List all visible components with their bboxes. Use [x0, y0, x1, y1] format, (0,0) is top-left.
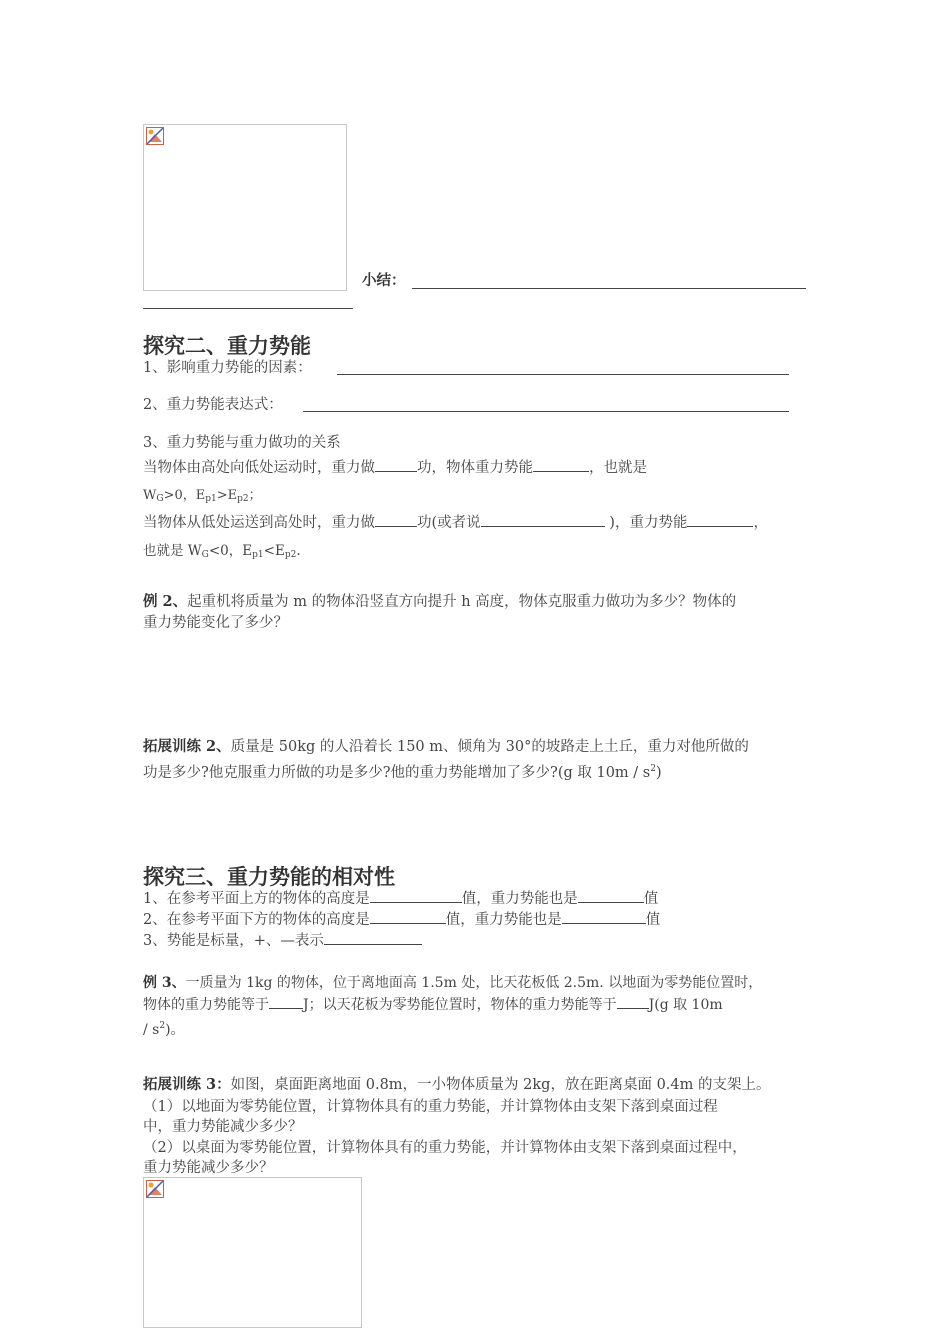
section2-title: 探究二、重力势能: [143, 334, 311, 358]
blank: [375, 457, 417, 472]
example2-line2: 重力势能变化了多少？: [143, 615, 288, 631]
blank: [269, 994, 303, 1009]
p3-text-b: 功(或者说: [417, 515, 481, 531]
section2-p2: [143, 485, 262, 510]
blank: [687, 512, 753, 527]
training2-end: ): [655, 765, 662, 781]
p2-sub: G: [156, 494, 164, 504]
q1-answer-line: [337, 374, 789, 375]
p2-sub3: p2: [237, 494, 249, 504]
example3: [143, 972, 762, 994]
training3-line4: （2）以桌面为零势能位置，计算物体具有的重力势能，并计算物体由支架下落到桌面过程中，: [143, 1140, 747, 1156]
r1-c: 值: [643, 891, 659, 907]
training2-label: 拓展训练 2、: [143, 738, 231, 755]
p1-text-a: 当物体由高处向低处运动时，重力做: [143, 460, 375, 476]
ex3-3b: )。: [165, 1022, 185, 1038]
blank: [370, 888, 462, 903]
blank: [324, 930, 422, 945]
summary-line-1: [412, 288, 806, 289]
example3-label: 例 3、: [143, 975, 186, 991]
blank: [578, 888, 644, 903]
figure-placeholder-bottom: [143, 1177, 362, 1328]
p4-sub: G: [201, 550, 209, 560]
example3-line2: [143, 994, 723, 1016]
section3-r3: [143, 930, 422, 952]
r1-b: 值，重力势能也是: [461, 891, 578, 907]
training3-label: 拓展训练 3：: [143, 1076, 231, 1093]
p4-sub3: p2: [284, 550, 297, 560]
section2-p3: [143, 512, 768, 534]
section2-q3: 3、重力势能与重力做功的关系: [143, 435, 341, 451]
p2-c: >E: [216, 488, 238, 503]
p3-text-a: 当物体从低处运送到高处时，重力做: [143, 515, 375, 531]
ex3-3a: / s: [143, 1022, 160, 1038]
p4-b: <0，E: [208, 543, 253, 559]
ex3-sup: 2: [159, 1021, 166, 1031]
blank: [533, 457, 589, 472]
example3-line1: 一质量为 1kg 的物体，位于离地面高 1.5m 处，比天花板低 2.5m. 以地面为零势能位置时，: [185, 975, 763, 991]
training2-line2-text: 功是多少?他克服重力所做的功是多少?他的重力势能增加了多少?(g 取 10m / s: [143, 765, 651, 781]
blank: [481, 512, 605, 527]
p4-a: 也就是 W: [143, 543, 202, 559]
example2-label: 例 2、: [143, 593, 188, 610]
p1-text-b: 功，物体重力势能: [417, 460, 533, 476]
r1-a: 1、在参考平面上方的物体的高度是: [143, 891, 370, 907]
training2-sup: 2: [650, 764, 656, 774]
summary-line-2: [143, 308, 353, 309]
blank: [617, 994, 649, 1009]
example2: [143, 591, 736, 613]
ex3-2b: J；以天花板为零势能位置时，物体的重力势能等于: [303, 997, 617, 1013]
p2-w: W: [143, 488, 157, 503]
p4-d: .: [296, 543, 301, 559]
blank: [562, 909, 646, 924]
r2-b: 值，重力势能也是: [445, 912, 562, 928]
r3-a: 3、势能是标量，+、—表示: [143, 933, 324, 949]
section2-q2: 2、重力势能表达式：: [143, 397, 283, 413]
example3-line3: [143, 1015, 185, 1041]
p3-text-d: ，: [753, 515, 768, 531]
section3-title: 探究三、重力势能的相对性: [143, 865, 395, 889]
ex3-2c: J(g 取 10m: [648, 997, 723, 1013]
p4-sub2: p1: [252, 550, 264, 560]
p2-b: >0，E: [163, 488, 206, 503]
p2-d: ；: [248, 488, 262, 503]
training2: [143, 736, 749, 758]
blank: [370, 909, 446, 924]
example2-line1: 起重机将质量为 m 的物体沿竖直方向提升 h 高度，物体克服重力做功为多少？物体的: [187, 594, 737, 610]
r2-a: 2、在参考平面下方的物体的高度是: [143, 912, 370, 928]
section2-q1: 1、影响重力势能的因素：: [143, 360, 312, 376]
q2-answer-line: [303, 411, 789, 412]
training3-line2: （1）以地面为零势能位置，计算物体具有的重力势能，并计算物体由支架下落到桌面过程: [143, 1099, 718, 1115]
figure-placeholder-top: [143, 124, 347, 291]
p4-c: <E: [263, 543, 285, 559]
section3-r1: [143, 888, 658, 910]
training3-line1: 如图，桌面距离地面 0.8m，一小物体质量为 2kg，放在距离桌面 0.4m 的支架上。: [230, 1077, 771, 1093]
ex3-2a: 物体的重力势能等于: [143, 997, 269, 1013]
broken-image-icon: [146, 1180, 166, 1200]
training2-line1: 质量是 50kg 的人沿着长 150 m、倾角为 30°的坡路走上土丘，重力对他所做的: [230, 739, 749, 755]
p2-sub2: p1: [205, 494, 217, 504]
p1-text-c: ，也就是: [589, 460, 647, 476]
broken-image-icon: [146, 127, 166, 147]
training3-line5: 重力势能减少多少？: [143, 1160, 274, 1176]
blank: [375, 512, 417, 527]
training2-line2: [143, 758, 662, 784]
training3: [143, 1074, 771, 1096]
training3-line3: 中，重力势能减少多少？: [143, 1119, 303, 1135]
section3-r2: [143, 909, 660, 931]
p3-text-c: )，重力势能: [604, 515, 688, 531]
section2-p4: [143, 540, 301, 566]
summary-label: 小结：: [362, 272, 406, 289]
r2-c: 值: [645, 912, 661, 928]
section2-p1: [143, 457, 647, 479]
